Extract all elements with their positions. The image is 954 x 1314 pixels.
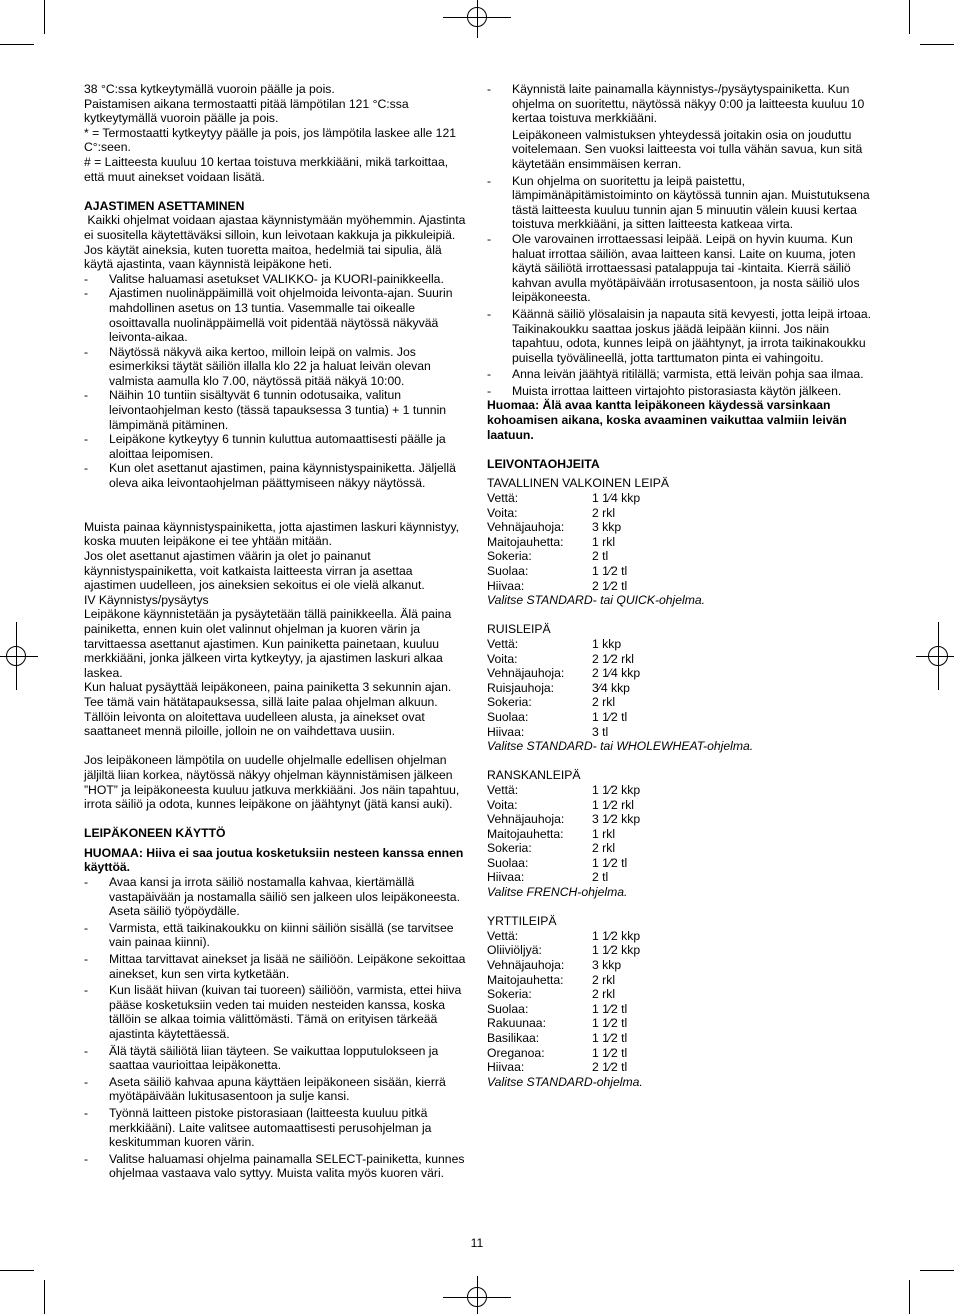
ingredient-row [487,520,873,535]
ingredient-row [487,1016,873,1031]
bullet-item: - Mittaa tarvittavat ainekset ja lisää ne säiliöön. Leipäkone sekoittaa ainekset, kun sen virta kytketään. [84,952,466,981]
crop-mark [44,1280,45,1314]
ingredient-row [487,710,873,725]
ingredient-name: Voita: [487,505,518,520]
ingredient-row [487,856,873,871]
recipe-block [487,914,873,1089]
ingredient-name: Hiivaa: [487,724,525,739]
section-heading-timer: AJASTIMEN ASETTAMINEN [84,198,245,213]
registration-line [16,622,17,690]
bullet-item: - Työnnä laitteen pistoke pistorasiaan (laitteesta kuuluu pitkä merkkiääni). Laite valitsee automaattisesti perusohjelman ja keskitumman kuoren värin. [84,1105,432,1150]
ingredient-amount: 1 rkl [592,534,616,549]
ingredient-amount: 1 kkp [592,636,622,651]
ingredient-amount: 3 tl [592,724,609,739]
usage-warning: HUOMAA: Hiiva ei saa joutua kosketuksiin nesteen kanssa ennen käyttöä. [84,845,464,875]
ingredient-row [487,564,873,579]
ingredient-row [487,506,873,521]
ingredient-name: Maitojauhetta: [487,972,564,987]
recipe-program: Valitse STANDARD- tai WHOLEWHEAT-ohjelma. [487,739,754,754]
start-paragraph: Muista painaa käynnistyspainiketta, jotta ajastimen laskuri käynnistyy, koska muuten leipäkone ei tee yhtään mitään. [84,519,460,549]
ingredient-name: Hiivaa: [487,578,525,593]
bullet-item: - Leipäkone kytkeytyy 6 tunnin kuluttua automaattisesti päälle ja aloittaa leipomisen. [84,432,446,461]
ingredient-name: Vehnäjauhoja: [487,958,565,973]
recipe-title: RUISLEIPÄ [487,622,551,637]
crop-mark [44,0,45,34]
ingredient-amount: 2 rkl [592,505,616,520]
ingredient-name: Voita: [487,651,518,666]
ingredient-row [487,652,873,667]
bullet-item: - Valitse haluamasi ohjelma painamalla SELECT-painiketta, kunnes ohjelmaa vastaava valo syttyy. Muista valita myös kuoren väri. [84,1151,465,1181]
registration-line [916,656,954,657]
ingredient-name: Oreganoa: [487,1045,545,1060]
recipe-program: Valitse STANDARD- tai QUICK-ohjelma. [487,593,706,608]
ingredient-amount: 2 1⁄2 tl [592,1060,628,1075]
ingredient-amount: 2 1⁄2 tl [592,578,628,593]
ingredient-name: Vehnäjauhoja: [487,666,565,681]
ingredient-row [487,827,873,842]
ingredient-amount: 1 1⁄2 tl [592,709,628,724]
bullet-item: - Valitse haluamasi asetukset VALIKKO- ja KUORI-painikkeella. [84,271,444,286]
note: Huomaa: Älä avaa kantta leipäkoneen käydessä varsinkaan kohoamisen aikana, koska avaaminen vaikuttaa valmiin leivän laatuun. [487,398,847,442]
ingredient-amount: 1 1⁄2 tl [592,1016,628,1031]
ingredient-name: Vettä: [487,928,519,943]
intro-line: * = Termostaatti kytkeytyy päälle ja pois, jos lämpötila laskee alle 121 C°:seen. [84,125,457,155]
ingredient-amount: 3 1⁄2 kkp [592,812,641,827]
ingredient-name: Rakuunaa: [487,1016,546,1031]
ingredient-amount: 1 1⁄2 tl [592,1045,628,1060]
bullet-item: - Avaa kansi ja irrota säiliö nostamalla kahvaa, kiertämällä vastapäivään ja nostamalla säiliö sen jalkeen ulos leipäkoneesta. Aseta säiliö työpöydälle. [84,875,460,919]
ingredient-row [487,798,873,813]
ingredient-row [487,579,873,594]
ingredient-amount: 2 1⁄4 kkp [592,666,641,681]
bullet-item: - Ajastimen nuolinäppäimillä voit ohjelmoida leivonta-ajan. Suurin mahdollinen asetus on 13 tuntia. Vasemmalle tai oikealle osoittavalla nuolinäppäimellä voit pidentää näytössä näkyvää leivonta-aikaa. [84,286,453,345]
bullet-item: - Aseta säiliö kahvaa apuna käyttäen leipäkoneen sisään, kierrä myötäpäivään lukitusasentoon ja sulje kansi. [84,1074,446,1104]
ingredient-amount: 1 1⁄2 tl [592,1001,628,1016]
bullet-item: - Älä täytä säiliötä liian täyteen. Se vaikuttaa lopputulokseen ja saattaa vaurioittaa leipäkonetta. [84,1043,439,1073]
section-heading-usage: LEIPÄKONEEN KÄYTTÖ [84,826,226,841]
section-heading-tips: LEIVONTAOHJEITA [487,456,600,471]
registration-line [938,622,939,690]
ingredient-amount: 2 1⁄2 rkl [592,651,635,666]
ingredient-name: Vehnäjauhoja: [487,520,565,535]
right-column [487,82,873,1089]
ingredient-row [487,973,873,988]
ingredient-row [487,783,873,798]
ingredient-amount: 1 1⁄2 tl [592,1031,628,1045]
registration-line [477,1276,478,1314]
recipe-title: RANSKANLEIPÄ [487,768,581,783]
ingredient-row [487,943,873,958]
ingredient-amount: 2 rkl [592,972,616,987]
ingredient-name: Sokeria: [487,695,532,710]
recipe-block [487,768,873,899]
recipe-program: Valitse STANDARD-ohjelma. [487,1074,643,1089]
ingredient-row [487,1060,873,1075]
ingredient-amount: 2 tl [592,870,609,885]
ingredient-row [487,681,873,696]
ingredient-name: Suolaa: [487,564,529,578]
bullet-item: - Kun ohjelma on suoritettu ja leipä paistettu, lämpimänäpitämistoiminto on käytössä tunnin ajan. Muistutuksena tästä laitteesta kuuluu tunnin ajan 5 minuutin välein kuusi kertaa toistuva merkkiääni, ja sitten laitteesta katkeaa virta. [487,173,870,232]
ingredient-row [487,666,873,681]
bullet-item: - Kun lisäät hiivan (kuivan tai tuoreen) säiliöön, varmista, ettei hiiva pääse kosketuksiin veden tai muiden nesteiden kanssa, koska tällöin se alkaa toimia välittömästi. Tämä on erityisen tärkeää ajastinta käytettäessä. [84,983,462,1041]
ingredient-amount: 2 rkl [592,695,616,710]
ingredient-amount: 1 1⁄2 tl [592,855,628,870]
intro-line: 38 °C:ssa kytkeytymällä vuoroin päälle ja pois. [84,82,335,96]
ingredient-amount: 1 1⁄2 tl [592,564,628,578]
ingredient-amount: 1 1⁄2 kkp [592,782,641,797]
ingredient-name: Maitojauhetta: [487,826,564,841]
ingredient-amount: 3 kkp [592,958,622,973]
ingredient-amount: 2 tl [592,549,609,564]
ingredient-amount: 2 rkl [592,987,616,1002]
recipe-title: YRTTILEIPÄ [487,914,557,929]
left-column [84,82,468,1181]
ingredient-row [487,535,873,550]
ingredient-name: Suolaa: [487,1001,529,1016]
ingredient-amount: 1 1⁄2 kkp [592,943,641,958]
bullet-item: - Muista irrottaa laitteen virtajohto pistorasiasta käytön jälkeen. [487,383,842,398]
start-paragraph: Kun haluat pysäyttää leipäkoneen, paina painiketta 3 sekunnin ajan. Tee tämä vain hätätapauksessa, sillä laite palaa ohjelman alkuun. Tällöin leivonta on aloitettava uudelleen alusta, ja ainekset ovat saattaneet mennä piloille, jolloin ne on vaihdettava uusiin. [84,680,452,739]
crop-mark [909,1280,910,1314]
ingredient-row [487,870,873,885]
start-label: IV Käynnistys/pysäytys [84,592,209,607]
ingredient-name: Hiivaa: [487,870,525,885]
bullet-item: - Käynnistä laite painamalla käynnistys-/pysäytyspainiketta. Kun ohjelma on suoritettu, näytössä näkyy 0:00 ja laitteesta kuuluu 10 kertaa toistuva merkkiääni. Leipäkoneen valmistuksen yhteydessä joitakin osia on jouduttu voitelemaan. Sen vuoksi laitteesta voi tulla vähän savua, kun sitä käytetään ensimmäisen kerran. [487,82,865,171]
page-number: 11 [470,1236,484,1250]
ingredient-amount: 1 1⁄2 rkl [592,797,635,812]
timer-paragraph: Kaikki ohjelmat voidaan ajastaa käynnistymään myöhemmin. Ajastinta ei suositella käytettäväksi silloin, kun leivotaan kakkuja ja pikkuleipiä. Jos käytät aineksia, kuten tuoretta maitoa, hedelmiä tai sipulia, älä käytä ajastinta, vaan käynnistä leipäkone heti. [84,213,469,272]
ingredient-amount: 2 rkl [592,841,616,856]
ingredient-row [487,549,873,564]
ingredient-amount: 1 1⁄2 kkp [592,928,641,943]
ingredient-row [487,1031,873,1046]
recipe-list [487,476,873,1089]
ingredient-amount: 3 kkp [592,520,622,535]
recipe-block [487,476,873,607]
bullet-item: - Anna leivän jäähtyä ritilällä; varmista, että leivän pohja saa ilmaa. [487,367,864,382]
ingredient-name: Voita: [487,797,518,812]
ingredient-name: Basilikaa: [487,1031,540,1045]
bullet-item: - Kun olet asettanut ajastimen, paina käynnistyspainiketta. Jäljellä oleva aika leivontaohjelman päättymiseen näkyy näytössä. [84,461,456,491]
recipe-program: Valitse FRENCH-ohjelma. [487,885,628,900]
intro-line: # = Laitteesta kuuluu 10 kertaa toistuva merkkiääni, mikä tarkoittaa, että muut ainekset voidaan lisätä. [84,154,449,184]
crop-mark [0,1270,34,1271]
ingredient-name: Oliiviöljyä: [487,943,542,958]
ingredient-row [487,812,873,827]
bullet-item: - Näihin 10 tuntiin sisältyvät 6 tunnin odotusaika, valitun leivontaohjelman kesto (tässä tapauksessa 3 tuntia) + 1 tunnin lämpimänä pitäminen. [84,388,447,432]
ingredient-name: Hiivaa: [487,1060,525,1075]
start-paragraph: Jos olet asettanut ajastimen väärin ja olet jo painanut käynnistyspainiketta, voit katkaista laitteesta virran ja asettaa ajastimen uudelleen, jos aineksien sekoitus ei ole vielä alkanut. [84,549,425,593]
ingredient-name: Vettä: [487,636,519,651]
bullet-item: - Ole varovainen irrottaessasi leipää. Leipä on hyvin kuuma. Kun haluat irrottaa säiliön, avaa laitteen kansi. Laite on kuuma, joten käytä säiliötä irrottaessasi patalappuja tai -kintaita. Kierrä säiliö kahvan avulla myötäpäivään irrotusasentoon, ja nosta säiliö ulos leipäkoneesta. [487,231,860,305]
ingredient-row [487,695,873,710]
ingredient-row [487,1002,873,1017]
registration-line [477,0,478,38]
ingredient-name: Suolaa: [487,709,529,724]
ingredient-name: Suolaa: [487,855,529,870]
ingredient-row [487,987,873,1002]
hot-paragraph: Jos leipäkoneen lämpötila on uudelle ohjelmalle edellisen ohjelman jäljiltä liian korkea, näytössä näkyy ohjelman käynnistämisen jälkeen ”HOT” ja leipäkoneesta kuuluu jatkuva merkkiääni. Jos näin tapahtuu, irrota säiliö ja odota, kunnes leipäkone on jäähtynyt (jätä kansi auki). [84,753,460,812]
ingredient-name: Sokeria: [487,549,532,564]
ingredient-row [487,929,873,944]
ingredient-amount: 1 rkl [592,826,616,841]
crop-mark [0,44,34,45]
ingredient-amount: 1 1⁄4 kkp [592,491,641,506]
ingredient-name: Vehnäjauhoja: [487,812,565,827]
ingredient-row [487,637,873,652]
bullet-item: - Varmista, että taikinakoukku on kiinni säiliön sisällä (se tarvitsee vain painaa kiinni). [84,920,454,950]
start-paragraph: Leipäkone käynnistetään ja pysäytetään tällä painikkeella. Älä paina painiketta, ennen kuin olet valinnut ohjelman ja kuoren värin ja tarvittaessa asettanut ajastimen. Kun painiketta painetaan, kuuluu merkkiääni, jonka jälkeen virta kytkeytyy, ja ajastimen laskuri alkaa laskea. [84,607,452,680]
crop-mark [920,44,954,45]
registration-line [0,656,38,657]
crop-mark [920,1270,954,1271]
ingredient-amount: 3⁄4 kkp [592,680,630,695]
ingredient-name: Ruisjauhoja: [487,680,555,695]
ingredient-row [487,841,873,856]
crop-mark [909,0,910,34]
bullet-item: - Käännä säiliö ylösalaisin ja napauta sitä kevyesti, jotta leipä irtoaa. Taikinakoukku saattaa joskus jäädä leipään kiinni. Jos näin tapahtuu, odota, kunnes leipä on jäähtynyt, ja irrota taikinakoukku puisella työvälineellä, jotta tarttumaton pinta ei vahingoitu. [487,306,872,365]
intro-line: Paistamisen aikana termostaatti pitää lämpötilan 121 °C:ssa kytkeytymällä vuoroin päälle ja pois. [84,96,409,126]
ingredient-name: Vettä: [487,491,519,506]
ingredient-name: Vettä: [487,782,519,797]
recipe-block [487,622,873,753]
recipe-title: TAVALLINEN VALKOINEN LEIPÄ [487,476,669,491]
ingredient-name: Sokeria: [487,987,532,1002]
ingredient-name: Sokeria: [487,841,532,856]
ingredient-row [487,958,873,973]
ingredient-row [487,1046,873,1061]
ingredient-name: Maitojauhetta: [487,534,564,549]
ingredient-row [487,491,873,506]
ingredient-row [487,725,873,740]
bullet-item: - Näytössä näkyvä aika kertoo, milloin leipä on valmis. Jos esimerkiksi täytät säiliön illalla klo 22 ja haluat leivän olevan valmista aamulla klo 7.00, näytössä pitää näkyä 10:00. [84,344,431,388]
